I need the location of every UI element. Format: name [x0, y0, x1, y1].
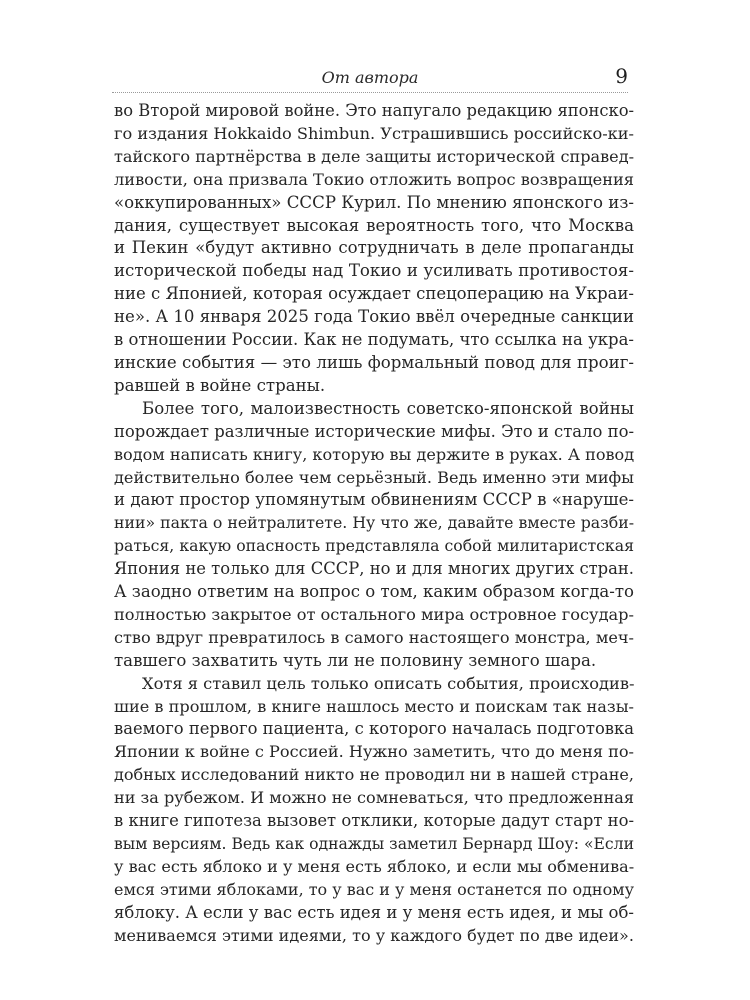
- paragraph: [114, 673, 634, 948]
- text-line: го издания Hokkaido Shimbun. Устрашившись российско-ки-: [114, 123, 634, 143]
- page-number: 9: [615, 64, 628, 88]
- header-divider: [112, 92, 628, 93]
- text-line: в книге гипотеза вызовет отклики, которые дадут старт но-: [114, 811, 634, 831]
- paragraph: [114, 398, 634, 673]
- text-line: Японии к войне с Россией. Нужно заметить, что до меня по-: [114, 742, 634, 762]
- running-head: От автора: [321, 68, 419, 87]
- text-line: исторической победы над Токио и усиливать противостоя-: [114, 261, 634, 281]
- text-line: ние с Японией, которая осуждает спецоперацию на Украи-: [114, 284, 634, 304]
- text-line: в отношении России. Как не подумать, что ссылка на укра-: [114, 330, 634, 350]
- text-line: «оккупированных» СССР Курил. По мнению японского из-: [114, 192, 634, 212]
- text-line: во Второй мировой войне. Это напугало редакцию японско-: [114, 101, 635, 120]
- text-line: ство вдруг превратилось в самого настоящего монстра, меч-: [114, 627, 634, 647]
- text-line: инские события — это лишь формальный повод для проиг-: [114, 352, 634, 372]
- text-line: тайского партнёрства в деле защиты исторической справед-: [114, 146, 635, 166]
- text-line: Хотя я ставил цель только описать события, происходив-: [142, 673, 635, 693]
- text-line: А заодно ответим на вопрос о том, каким образом когда-то: [114, 582, 634, 602]
- text-line: водом написать книгу, которую вы держите в руках. А повод: [114, 444, 635, 464]
- page-header: [112, 62, 628, 90]
- text-line: емся этими яблоками, то у вас и у меня останется по одному: [114, 879, 634, 899]
- text-line: порождает различные исторические мифы. Это и стало по-: [114, 421, 634, 441]
- text-line: вым версиям. Ведь как однажды заметил Бернард Шоу: «Если: [114, 835, 634, 853]
- text-line: добных исследований никто не проводил ни в нашей стране,: [114, 765, 634, 785]
- text-line: шие в прошлом, в книге нашлось место и поискам так назы-: [114, 696, 634, 716]
- body-text: [114, 100, 634, 948]
- text-line: равшей в войне страны.: [114, 375, 326, 395]
- text-line: ливости, она призвала Токио отложить вопрос возвращения: [114, 169, 634, 189]
- text-line: тавшего захватить чуть ли не половину земного шара.: [114, 650, 597, 670]
- text-line: яблоку. А если у вас есть идея и у меня есть идея, и мы об-: [114, 902, 634, 922]
- text-line: ни за рубежом. И можно не сомневаться, что предложенная: [114, 788, 634, 808]
- text-line: и Пекин «будут активно сотрудничать в деле пропаганды: [114, 238, 634, 258]
- text-line: Япония не только для СССР, но и для многих других стран.: [114, 559, 634, 579]
- paragraph: [114, 100, 634, 398]
- text-line: не». А 10 января 2025 года Токио ввёл очередные санкции: [114, 307, 634, 327]
- text-line: ваемого первого пациента, с которого началась подготовка: [114, 719, 634, 739]
- text-line: у вас есть яблоко и у меня есть яблоко, и если мы обменива-: [114, 856, 635, 876]
- text-line: и дают простор упомянутым обвинениям СССР в «наруше-: [114, 490, 634, 510]
- text-line: дания, существует высокая вероятность того, что Москва: [114, 215, 634, 235]
- text-line: раться, какую опасность представляла собой милитаристская: [114, 536, 634, 556]
- text-line: полностью закрытое от остального мира островное государ-: [114, 604, 635, 624]
- text-line: действительно более чем серьёзный. Ведь именно эти мифы: [114, 467, 634, 487]
- text-line: мениваемся этими идеями, то у каждого будет по две идеи».: [114, 925, 634, 945]
- text-line: нии» пакта о нейтралитете. Ну что же, давайте вместе разби-: [114, 513, 635, 533]
- text-line: Более того, малоизвестность советско-японской войны: [142, 398, 634, 418]
